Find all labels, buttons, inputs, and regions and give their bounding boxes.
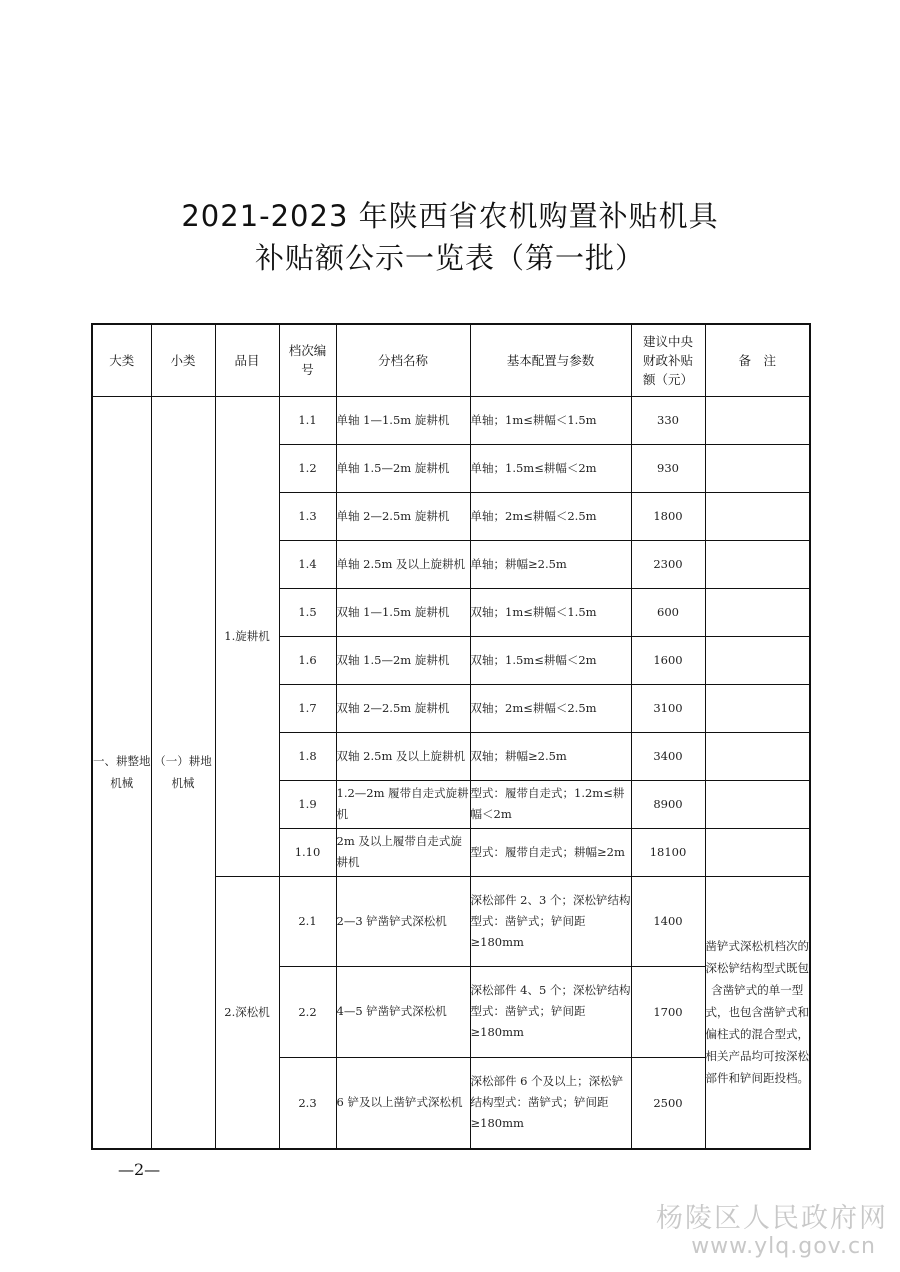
- remark-cell: [705, 732, 810, 780]
- grade-name: 双轴 2.5m 及以上旋耕机: [336, 732, 470, 780]
- header-category: 大类: [92, 324, 151, 396]
- grade-name: 6 铲及以上凿铲式深松机: [336, 1057, 470, 1149]
- grade-name: 2—3 铲凿铲式深松机: [336, 876, 470, 966]
- grade-config: 型式：履带自走式；1.2m≤耕幅＜2m: [470, 780, 631, 828]
- document-title-line2: 补贴额公示一览表（第一批）: [254, 241, 645, 275]
- category-cell: 一、耕整地机械: [92, 396, 151, 1149]
- header-subsidy: 建议中央财政补贴额（元）: [631, 324, 705, 396]
- grade-config: 深松部件 4、5 个；深松铲结构型式：凿铲式；铲间距≥180mm: [470, 966, 631, 1057]
- subsidy-amount: 1700: [631, 966, 705, 1057]
- grade-name: 单轴 1.5—2m 旋耕机: [336, 444, 470, 492]
- header-remark: 备 注: [705, 324, 810, 396]
- subsidy-amount: 3100: [631, 684, 705, 732]
- subsidy-amount: 1600: [631, 636, 705, 684]
- header-grade-name: 分档名称: [336, 324, 470, 396]
- grade-no: 1.10: [279, 828, 336, 876]
- grade-no: 1.2: [279, 444, 336, 492]
- remark-cell: [705, 444, 810, 492]
- subsidy-amount: 18100: [631, 828, 705, 876]
- grade-config: 单轴；耕幅≥2.5m: [470, 540, 631, 588]
- item-subsoiler: 2.深松机: [215, 876, 279, 1149]
- grade-no: 1.6: [279, 636, 336, 684]
- grade-name: 4—5 铲凿铲式深松机: [336, 966, 470, 1057]
- grade-config: 双轴；1.5m≤耕幅＜2m: [470, 636, 631, 684]
- grade-name: 单轴 2.5m 及以上旋耕机: [336, 540, 470, 588]
- remark-cell: [705, 396, 810, 444]
- remark-cell: [705, 588, 810, 636]
- grade-config: 双轴；1m≤耕幅＜1.5m: [470, 588, 631, 636]
- grade-config: 深松部件 6 个及以上；深松铲结构型式：凿铲式；铲间距≥180mm: [470, 1057, 631, 1149]
- remark-cell: [705, 684, 810, 732]
- subsidy-amount: 1800: [631, 492, 705, 540]
- grade-config: 双轴；2m≤耕幅＜2.5m: [470, 684, 631, 732]
- subsidy-amount: 330: [631, 396, 705, 444]
- grade-name: 双轴 2—2.5m 旋耕机: [336, 684, 470, 732]
- subsidy-amount: 8900: [631, 780, 705, 828]
- grade-no: 2.1: [279, 876, 336, 966]
- grade-no: 1.5: [279, 588, 336, 636]
- subsidy-amount: 1400: [631, 876, 705, 966]
- subsidy-table: [91, 323, 811, 1150]
- remark-cell: [705, 492, 810, 540]
- remark-cell: [705, 780, 810, 828]
- remark-cell: [705, 828, 810, 876]
- grade-config: 深松部件 2、3 个；深松铲结构型式：凿铲式；铲间距≥180mm: [470, 876, 631, 966]
- page-number: —2—: [118, 1160, 161, 1179]
- grade-no: 2.2: [279, 966, 336, 1057]
- grade-no: 1.4: [279, 540, 336, 588]
- subsidy-amount: 3400: [631, 732, 705, 780]
- grade-name: 双轴 1—1.5m 旋耕机: [336, 588, 470, 636]
- subcategory-cell: （一）耕地机械: [151, 396, 215, 1149]
- subsidy-amount: 2300: [631, 540, 705, 588]
- remark-cell: [705, 636, 810, 684]
- grade-config: 单轴；2m≤耕幅＜2.5m: [470, 492, 631, 540]
- grade-config: 型式：履带自走式；耕幅≥2m: [470, 828, 631, 876]
- subsidy-amount: 2500: [631, 1057, 705, 1149]
- watermark-site-name: 杨陵区人民政府网: [656, 1203, 888, 1234]
- grade-no: 1.8: [279, 732, 336, 780]
- header-grade-no: 档次编号: [279, 324, 336, 396]
- grade-config: 单轴；1.5m≤耕幅＜2m: [470, 444, 631, 492]
- grade-no: 1.3: [279, 492, 336, 540]
- header-subcategory: 小类: [151, 324, 215, 396]
- subsidy-amount: 600: [631, 588, 705, 636]
- grade-name: 单轴 1—1.5m 旋耕机: [336, 396, 470, 444]
- grade-no: 1.9: [279, 780, 336, 828]
- grade-name: 1.2—2m 履带自走式旋耕机: [336, 780, 470, 828]
- remark-cell: [705, 540, 810, 588]
- header-item: 品目: [215, 324, 279, 396]
- header-config: 基本配置与参数: [470, 324, 631, 396]
- grade-name: 2m 及以上履带自走式旋耕机: [336, 828, 470, 876]
- subsidy-amount: 930: [631, 444, 705, 492]
- grade-no: 2.3: [279, 1057, 336, 1149]
- grade-name: 单轴 2—2.5m 旋耕机: [336, 492, 470, 540]
- remark-subsoiler: 凿铲式深松机档次的深松铲结构型式既包含凿铲式的单一型式，也包含凿铲式和偏柱式的混合型式，相关产品均可按深松部件和铲间距投档。: [705, 876, 810, 1149]
- grade-no: 1.7: [279, 684, 336, 732]
- grade-config: 单轴；1m≤耕幅＜1.5m: [470, 396, 631, 444]
- grade-no: 1.1: [279, 396, 336, 444]
- grade-name: 双轴 1.5—2m 旋耕机: [336, 636, 470, 684]
- grade-config: 双轴；耕幅≥2.5m: [470, 732, 631, 780]
- watermark-url: www.ylq.gov.cn: [691, 1234, 876, 1259]
- item-rotary-tiller: 1.旋耕机: [215, 396, 279, 876]
- document-title-line1: 2021-2023 年陕西省农机购置补贴机具: [181, 199, 719, 233]
